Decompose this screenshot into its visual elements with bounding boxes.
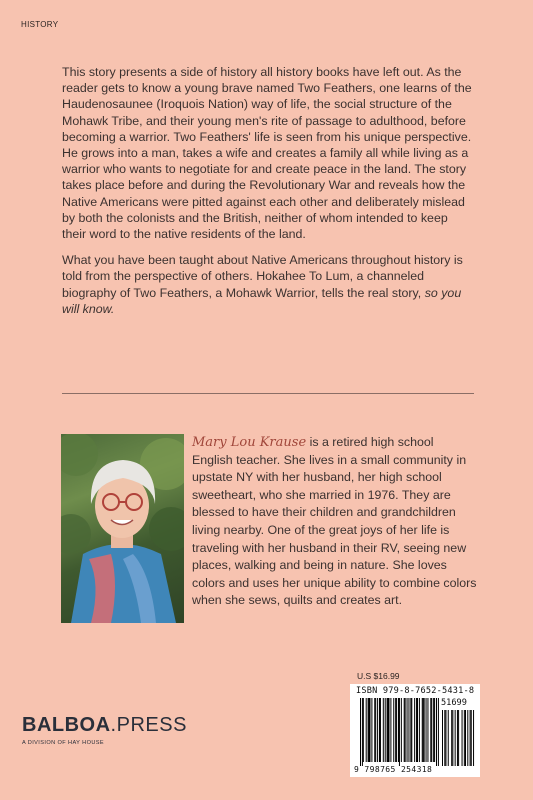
publisher-name-bold: BALBOA — [22, 714, 111, 736]
barcode-bar — [405, 698, 406, 762]
barcode-bar — [438, 698, 439, 766]
barcode-bar — [433, 698, 434, 762]
barcode-bar — [389, 698, 390, 762]
description-paragraph-2 — [62, 252, 474, 317]
addon-bar — [470, 710, 471, 766]
description-paragraph-2-italic: so you will know. — [62, 285, 462, 316]
addon-bar — [465, 710, 466, 766]
barcode-bar — [366, 698, 367, 762]
barcode-bar — [426, 698, 427, 762]
barcode-bar — [436, 698, 437, 766]
description-paragraph-1: This story presents a side of history all history books have left out. As the reader gets to know a young brave named Two Feathers, one learns of the Haudenosaunee (Iroquois Nation) way of life, the social structure of the Mohawk Tribe, and their young men's rite of passage to adulthood, before becoming a warrior. Two Feathers' life is seen from his unique perspective. He grows into a man, takes a wife and creates a family all while living as a warrior who wants to negotiate for and create peace in the land. The story takes place before and during the Revolutionary War and reveals how the Native Americans were pitted against each other and deliberately mislead by both the colonists and the British, neither of whom intended to keep their word to the native residents of the land. — [62, 65, 472, 242]
addon-bar — [471, 710, 472, 766]
barcode-bar — [408, 698, 409, 762]
barcode-bar — [398, 698, 399, 762]
barcode-bar — [399, 698, 400, 766]
barcode-bars — [350, 684, 480, 777]
barcode-bar — [431, 698, 432, 762]
addon-bar — [455, 710, 456, 766]
addon-bar — [467, 710, 468, 766]
barcode-bar — [417, 698, 418, 762]
author-photo — [61, 434, 184, 623]
isbn-barcode — [350, 684, 480, 777]
price-label: U.S $16.99 — [357, 671, 400, 681]
addon-bar — [462, 710, 463, 766]
publisher-name-press: .PRESS — [110, 714, 187, 736]
barcode-bar — [363, 698, 364, 762]
category-label: HISTORY — [21, 20, 59, 29]
barcode-digits: 9 798765 254318 — [354, 765, 433, 774]
addon-bar — [445, 710, 446, 766]
barcode-bar — [374, 698, 375, 762]
barcode-bar — [380, 698, 381, 762]
barcode-bar — [410, 698, 411, 762]
addon-bar — [452, 710, 453, 766]
barcode-bar — [379, 698, 380, 762]
barcode-bar — [423, 698, 424, 762]
section-divider — [62, 393, 474, 394]
barcode-bar — [411, 698, 412, 762]
barcode-bar — [430, 698, 431, 762]
addon-bar — [464, 710, 465, 766]
back-cover-description — [62, 64, 474, 327]
barcode-bar — [416, 698, 417, 762]
publisher-name — [22, 714, 187, 737]
isbn-number: ISBN 979-8-7652-5431-8 — [356, 686, 475, 696]
barcode-bar — [401, 698, 402, 762]
addon-bar — [448, 710, 449, 766]
barcode-bar — [385, 698, 386, 762]
barcode-bar — [396, 698, 397, 762]
barcode-bar — [368, 698, 369, 762]
barcode-bar — [404, 698, 405, 762]
barcode-bar — [360, 698, 361, 766]
barcode-bar — [375, 698, 376, 762]
addon-bar — [444, 710, 445, 766]
barcode-bar — [370, 698, 371, 762]
barcode-bar — [383, 698, 384, 762]
barcode-bar — [387, 698, 388, 762]
author-portrait-illustration — [61, 434, 184, 623]
author-bio-text: is a retired high school English teacher. She lives in a small community in upstate NY with her husband, her high school sweetheart, who she married in 1976. They are blessed to have their children and grandchildren living nearby. One of the great joys of her life is traveling with her husband in their RV, seeing new places, walking and being in nature. She loves colors and uses her unique ability to combine colors when she sews, quilts and creates art. — [192, 435, 477, 608]
barcode-bar — [407, 698, 408, 762]
barcode-bar — [390, 698, 391, 762]
barcode-bar — [427, 698, 428, 762]
barcode-bar — [434, 698, 435, 762]
addon-bar — [451, 710, 452, 766]
description-paragraph-2-text: What you have been taught about Native Americans throughout history is told from the perspective of others. Hokahee To Lum, a channeled biography of Two Feathers, a Mohawk Warrior, tells the real story, — [62, 253, 463, 300]
barcode-bar — [419, 698, 420, 762]
barcode-addon-number: 51699 — [441, 698, 467, 708]
barcode-bar — [377, 698, 378, 762]
barcode-bar — [414, 698, 415, 762]
barcode-bar — [369, 698, 370, 762]
barcode-bar — [393, 698, 394, 762]
barcode-bar — [388, 698, 389, 762]
barcode-bar — [422, 698, 423, 762]
addon-bar — [442, 710, 443, 766]
publisher-logo — [22, 714, 187, 746]
addon-bar — [458, 710, 459, 766]
addon-bar — [457, 710, 458, 766]
author-bio — [192, 434, 477, 610]
publisher-division: A DIVISION OF HAY HOUSE — [22, 740, 105, 746]
barcode-bar — [371, 698, 372, 762]
barcode-bar — [424, 698, 425, 762]
addon-bar — [473, 710, 474, 766]
author-name: Mary Lou Krause — [192, 435, 307, 450]
barcode-bar — [395, 698, 396, 762]
barcode-bar — [362, 698, 363, 766]
